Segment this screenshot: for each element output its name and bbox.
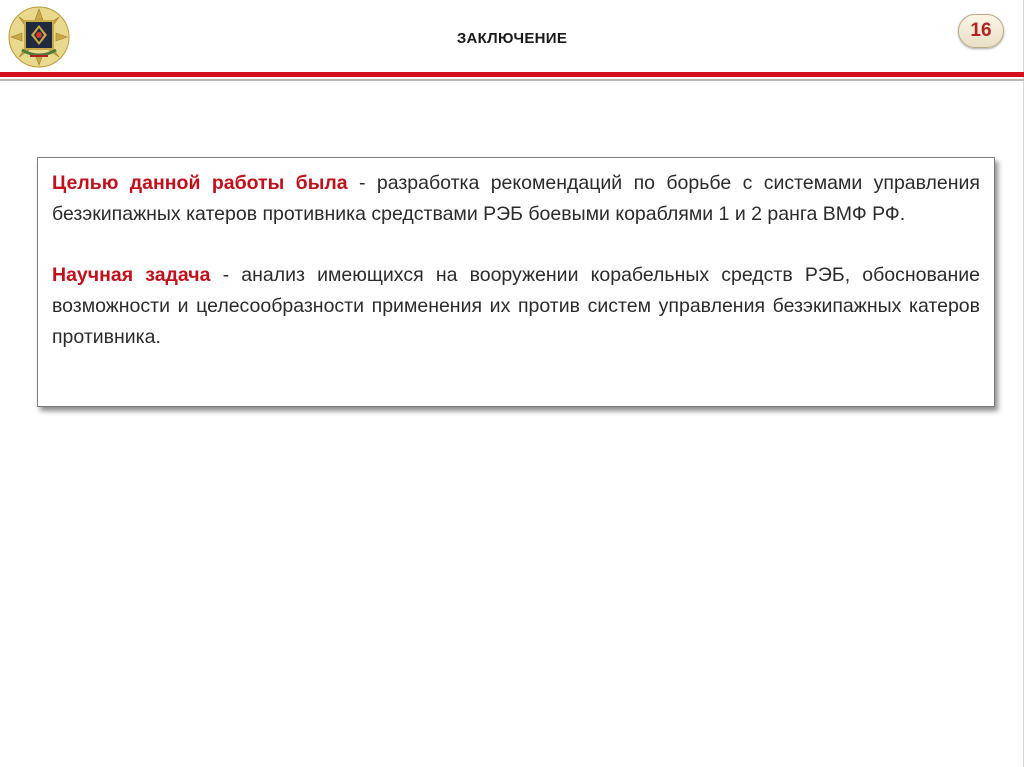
goal-text: - разработка рекомендаций по борьбе с системами управления безэкипажных катеров противника средствами РЭБ боевыми кораблями 1 и 2 ранга ВМФ РФ. <box>52 172 980 225</box>
goal-lead: Целью данной работы была <box>52 172 348 194</box>
task-lead: Научная задача <box>52 264 211 286</box>
header-red-rule <box>0 72 1024 77</box>
conclusion-text-box <box>37 157 995 407</box>
task-text: - анализ имеющихся на вооружении корабельных средств РЭБ, обоснование возможности и целесообразности применения их против систем управления безэкипажных катеров противника. <box>52 264 980 348</box>
page-number-badge: 16 <box>958 14 1004 48</box>
page-title: ЗАКЛЮЧЕНИЕ <box>456 30 568 47</box>
task-paragraph <box>52 260 980 353</box>
header-gray-rule <box>0 79 1024 81</box>
goal-paragraph <box>52 168 980 230</box>
